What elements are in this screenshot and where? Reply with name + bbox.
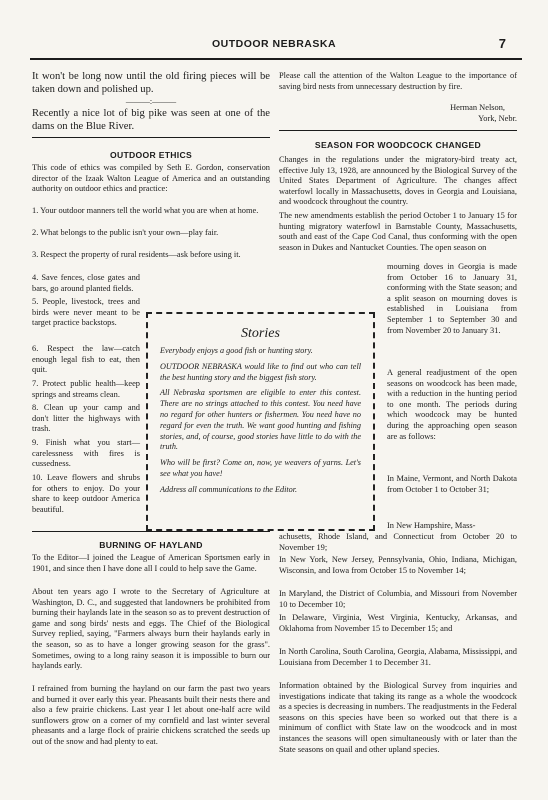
ethics-rule-9: 9. Finish what you start—carelessness with fires is cussedness. <box>32 438 140 469</box>
stories-paragraph: Address all communications to the Editor. <box>160 484 298 494</box>
woodcock-paragraph: In New Hampshire, Mass- <box>387 521 476 530</box>
hayland-paragraph: To the Editor—I joined the League of American Sportsmen early in 1901, and since then I have done all I could to help save the Game. <box>32 553 270 573</box>
ethics-rule-4: 4. Save fences, close gates and bars, go around planted fields. <box>32 273 140 293</box>
section-rule <box>279 130 517 131</box>
stories-paragraph: All Nebraska sportsmen are eligible to enter this contest. There are no strings attached to this contest. You need have no regard for other hunters or fishermen. You need have no regard for even the truth. We want good hunting and fishing stories, and, of course, good stories have little to do with the truth. <box>160 388 361 452</box>
page-number: 7 <box>498 36 506 51</box>
signature-name: Herman Nelson, <box>450 103 505 112</box>
ethics-heading: OUTDOOR ETHICS <box>109 150 193 160</box>
stories-paragraph: OUTDOOR NEBRASKA would like to find out who can tell the best hunting story and the biggest fish story. <box>160 361 361 382</box>
hayland-paragraph: About ten years ago I wrote to the Secretary of Agriculture at Washington, D. C., and suggested that landowners be prohibited from burning their haylands late in the season so as to prevent destruction of game and song birds' nests and eggs. The Chief of the Biological Survey replied, saying, "Farmers always burn their haylands early in the season, so as to have a longer growing season for the grass". Sometimes, owing to a long rainy season it is impossible to burn our haylands early. <box>32 587 270 671</box>
woodcock-paragraph: A general readjustment of the open seasons on woodcock has been made, with a reduction in the hunting period to one month. The periods during which woodcock may be hunted during the approaching open season are as follows: <box>387 368 517 441</box>
woodcock-paragraph: The new amendments establish the period October 1 to January 15 for hunting migratory waterfowl in Barnstable County, Massachusetts, south and east of the Cape Cod Canal, thus conforming with the open season in Dukes and Nantucket Counties. The open season on <box>279 211 517 252</box>
hayland-paragraph: I refrained from burning the hayland on our farm the past two years and burned it over early this year. Pheasants built their nests there and also a few prairie chickens. Last year I let about one-half acre wild sunflowers grow on a corner of my cornfield and last winter several pheasants and a large flock of prairie chickens scratched the seeds up out of the snow and had plenty to eat. <box>32 684 270 746</box>
woodcock-paragraph: mourning doves in Georgia is made from October 16 to January 31, conforming with the State season; and a split season on mourning doves is established in Louisiana from September 1 to September 30 and from November 20 to January 31. <box>387 262 517 335</box>
section-rule <box>32 531 270 532</box>
stories-paragraph: Who will be first? Come on, now, ye weavers of yarns. Let's see what you have! <box>160 458 361 478</box>
woodcock-paragraph: In North Carolina, South Carolina, Georgia, Alabama, Mississippi, and Louisiana from December 1 to December 31. <box>279 647 517 667</box>
ethics-rule-3: 3. Respect the property of rural residents—ask before using it. <box>32 250 241 259</box>
woodcock-paragraph: Information obtained by the Biological Survey from inquiries and investigations indicate that taking its range as a whole the woodcock as a species is decreasing in numbers. The readjustments in the Federal seasons on this species have been so worked out that there is a minimum of conflict with State law on the woodcock and in most instances the seasons will open simultaneously with or later than the State seasons on quail and other upland species. <box>279 681 517 754</box>
woodcock-paragraph: In Maryland, the District of Columbia, and Missouri from November 10 to December 10; <box>279 589 517 609</box>
separator: ———:——— <box>125 97 177 106</box>
opening-paragraph: It won't be long now until the old firing pieces will be taken down and polished up. <box>32 71 270 95</box>
stories-contest-box <box>146 312 375 531</box>
header-rule <box>30 58 522 60</box>
stories-title: Stories <box>241 326 280 341</box>
woodcock-paragraph: Changes in the regulations under the migratory-bird treaty act, effective July 13, 1928, are announced by the Biological Survey of the United States Department of Agriculture. The changes affect waterfowl locally in Massachusetts, doves in Georgia and Louisiana, and woodcock throughout the country. <box>279 155 517 207</box>
signature-place: York, Nebr. <box>478 114 517 123</box>
page-header-title: OUTDOOR NEBRASKA <box>211 38 337 50</box>
ethics-rule-8: 8. Clean up your camp and don't litter the highways with trash. <box>32 403 140 434</box>
woodcock-paragraph: In Delaware, Virginia, West Virginia, Kentucky, Arkansas, and Oklahoma from November 15 to December 15; and <box>279 613 517 633</box>
stories-paragraph: Everybody enjoys a good fish or hunting story. <box>160 346 313 355</box>
ethics-rule-5: 5. People, livestock, trees and birds were never meant to be target practice backstops. <box>32 297 140 328</box>
hayland-heading: BURNING OF HAYLAND <box>99 540 203 550</box>
ethics-intro: This code of ethics was compiled by Seth E. Gordon, conservation director of the Izaak Walton League of America and an outstanding authority on outdoor ethics and practice: <box>32 163 270 194</box>
pike-paragraph: Recently a nice lot of big pike was seen at one of the dams on the Blue River. <box>32 108 270 132</box>
ethics-rule-2: 2. What belongs to the public isn't your own—play fair. <box>32 228 219 237</box>
letter-paragraph: Please call the attention of the Walton League to the importance of saving bird nests from unnecessary destruction by fire. <box>279 71 517 91</box>
section-rule <box>32 137 270 138</box>
ethics-rule-7: 7. Protect public health—keep springs and streams clean. <box>32 379 140 399</box>
woodcock-paragraph: In Maine, Vermont, and North Dakota from October 1 to October 31; <box>387 474 517 494</box>
woodcock-paragraph: In New York, New Jersey, Pennsylvania, Ohio, Indiana, Michigan, Wisconsin, and Iowa from October 15 to November 14; <box>279 555 517 575</box>
woodcock-heading: SEASON FOR WOODCOCK CHANGED <box>314 140 482 150</box>
woodcock-paragraph: achusetts, Rhode Island, and Connecticut from October 20 to November 19; <box>279 532 517 552</box>
ethics-rule-10: 10. Leave flowers and shrubs for others to enjoy. Do your share to keep outdoor America beautiful. <box>32 473 140 514</box>
ethics-rule-6: 6. Respect the law—catch enough legal fish to eat, then quit. <box>32 344 140 375</box>
ethics-rule-1: 1. Your outdoor manners tell the world what you are when at home. <box>32 206 259 215</box>
